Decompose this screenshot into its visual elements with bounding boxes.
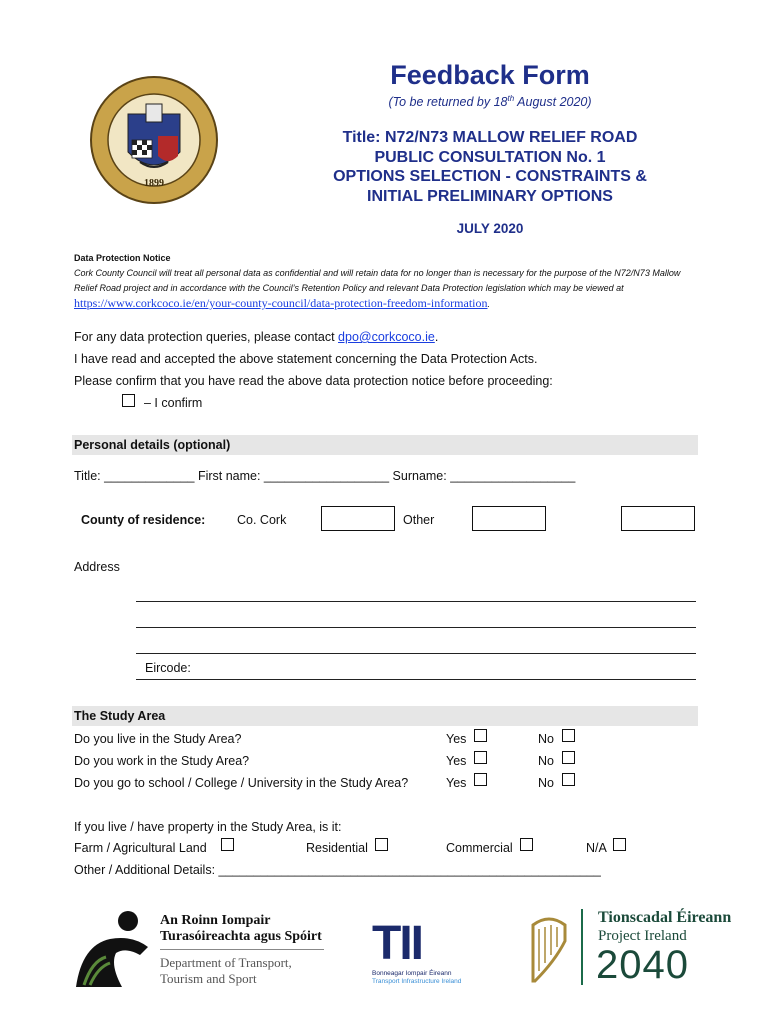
- live-no-label: No: [538, 732, 554, 746]
- cork-county-council-logo: [88, 74, 220, 206]
- school-yes-label: Yes: [446, 776, 467, 790]
- na-checkbox[interactable]: [613, 838, 626, 851]
- dept-english-line-2: Tourism and Sport: [160, 971, 257, 986]
- live-yes-checkbox[interactable]: [474, 729, 487, 742]
- title-line-1: Title: N72/N73 MALLOW RELIEF ROAD: [342, 129, 638, 146]
- dept-english-line-1: Department of Transport,: [160, 955, 292, 970]
- county-other-label: Other: [403, 513, 435, 527]
- department-transport-logo: [70, 905, 330, 995]
- question-school: Do you go to school / College / University in the Study Area?: [74, 776, 409, 790]
- address-line-3[interactable]: [136, 653, 696, 654]
- county-other-text-box[interactable]: [621, 506, 695, 531]
- residential-checkbox[interactable]: [375, 838, 388, 851]
- county-cork-box[interactable]: [321, 506, 395, 531]
- study-area-heading: The Study Area: [72, 706, 698, 726]
- consultation-date: JULY 2020: [456, 221, 524, 236]
- commercial-label: Commercial: [446, 841, 513, 855]
- data-protection-body: Cork County Council will treat all personal data as confidential and will retain data for no longer than is necessary for the purpose of the N72/N73 Mallow Relief Road project and in accordance with the Council’s Retention Policy and relevant Data Protection legislation which may be viewed at https://www.corkcoco.ie/en/your-county-council/data-protection-freedom-information.: [74, 268, 681, 310]
- farm-checkbox[interactable]: [221, 838, 234, 851]
- pi-divider: [581, 909, 583, 985]
- live-no-checkbox[interactable]: [562, 729, 575, 742]
- dept-divider: [160, 949, 324, 950]
- address-line-2[interactable]: [136, 627, 696, 628]
- county-label: County of residence:: [81, 513, 206, 527]
- question-work: Do you work in the Study Area?: [74, 754, 250, 768]
- project-ireland-logo: [525, 905, 740, 995]
- eircode-label: Eircode:: [145, 661, 191, 675]
- school-no-label: No: [538, 776, 554, 790]
- eircode-line[interactable]: [136, 679, 696, 680]
- return-date-note: (To be returned by 18th August 2020): [388, 94, 592, 110]
- personal-details-heading: Personal details (optional): [72, 435, 698, 455]
- dept-irish-line-1: An Roinn Iompair: [160, 913, 271, 928]
- property-question: If you live / have property in the Study Area, is it:: [74, 820, 342, 834]
- commercial-checkbox[interactable]: [520, 838, 533, 851]
- data-protection-query: For any data protection queries, please contact dpo@corkcoco.ie.: [74, 330, 439, 344]
- residential-label: Residential: [306, 841, 368, 855]
- work-no-label: No: [538, 754, 554, 768]
- school-no-checkbox[interactable]: [562, 773, 575, 786]
- name-fields[interactable]: Title: _____________ First name: __________________ Surname: __________________: [74, 469, 576, 483]
- form-title: Feedback Form: [390, 60, 590, 90]
- address-line-1[interactable]: [136, 601, 696, 602]
- data-protection-heading: Data Protection Notice: [74, 253, 171, 263]
- confirm-checkbox[interactable]: [122, 394, 135, 407]
- address-label: Address: [74, 560, 120, 574]
- tii-irish-name: Bonneagar Iompair Éireann: [372, 970, 452, 977]
- county-cork-label: Co. Cork: [237, 513, 287, 527]
- tii-logo-mark: TII: [372, 917, 422, 970]
- tii-english-name: Transport Infrastructure Ireland: [372, 978, 462, 985]
- na-label: N/A: [586, 841, 607, 855]
- tii-logo: [372, 917, 482, 986]
- title-line-2: PUBLIC CONSULTATION No. 1: [374, 148, 606, 166]
- farm-label: Farm / Agricultural Land: [74, 841, 207, 855]
- title-line-3: OPTIONS SELECTION - CONSTRAINTS &: [333, 168, 647, 185]
- live-yes-label: Yes: [446, 732, 467, 746]
- logo-year: 1899: [144, 178, 164, 189]
- pi-english-name: Project Ireland: [598, 928, 687, 944]
- title-line-4: INITIAL PRELIMINARY OPTIONS: [367, 187, 613, 205]
- consultation-title: [290, 128, 690, 206]
- pi-irish-name: Tionscadal Éireann: [598, 909, 732, 926]
- other-details-field[interactable]: Other / Additional Details: _______________________________________________________: [74, 863, 601, 877]
- work-yes-checkbox[interactable]: [474, 751, 487, 764]
- pi-year: 2040: [596, 943, 689, 987]
- confirm-label: – I confirm: [144, 396, 203, 410]
- confirm-prompt: Please confirm that you have read the above data protection notice before proceeding:: [74, 374, 553, 388]
- harp-icon: [525, 911, 573, 987]
- county-other-box[interactable]: [472, 506, 546, 531]
- accepted-statement: I have read and accepted the above statement concerning the Data Protection Acts.: [74, 352, 538, 366]
- work-no-checkbox[interactable]: [562, 751, 575, 764]
- dpo-email-link[interactable]: dpo@corkcoco.ie: [338, 330, 435, 344]
- work-yes-label: Yes: [446, 754, 467, 768]
- dept-irish-line-2: Turasóireachta agus Spóirt: [160, 929, 322, 944]
- data-protection-link[interactable]: https://www.corkcoco.ie/en/your-county-council/data-protection-freedom-information: [74, 296, 488, 310]
- question-live: Do you live in the Study Area?: [74, 732, 242, 746]
- school-yes-checkbox[interactable]: [474, 773, 487, 786]
